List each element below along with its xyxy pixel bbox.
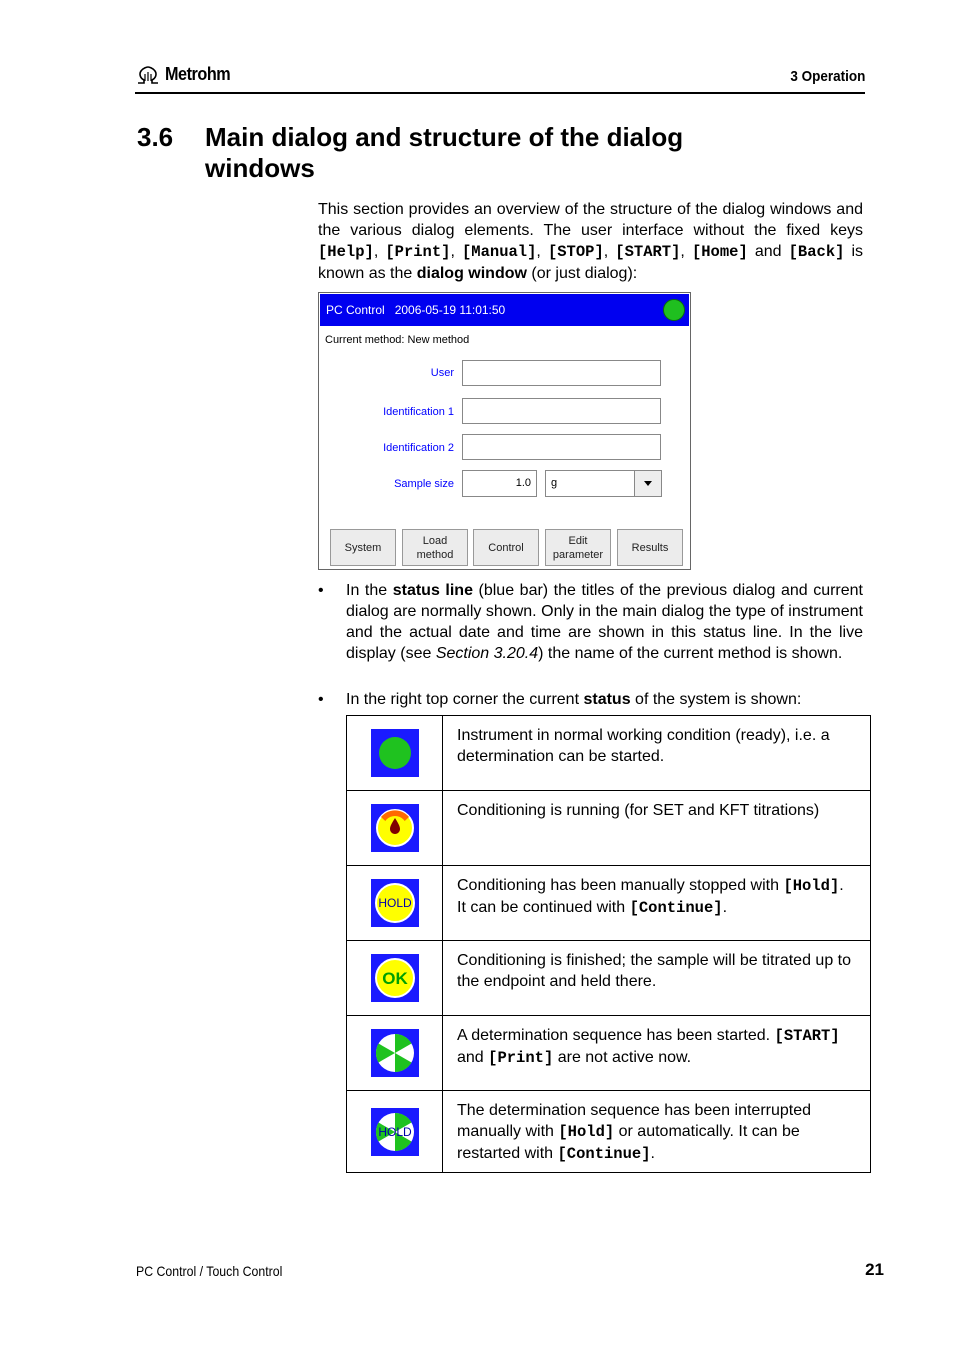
ok-icon	[371, 954, 419, 1002]
text: are not active now.	[553, 1049, 692, 1066]
load-method-label	[417, 534, 454, 562]
text: Conditioning has been manually stopped with	[457, 877, 784, 894]
running-pie-icon	[371, 1029, 419, 1077]
system-button[interactable]	[330, 529, 396, 566]
status-line	[320, 294, 689, 326]
hold-label: HOLD	[377, 896, 412, 910]
edit-label-2: parameter	[552, 548, 604, 561]
sample-size-field[interactable]: 1.0	[462, 470, 537, 497]
status-table	[346, 715, 871, 1173]
key-hold: [Hold]	[558, 1123, 615, 1141]
icon-cell	[347, 716, 443, 791]
title-line1: Main dialog and structure of the dialog	[205, 122, 684, 152]
page-number: 21	[865, 1260, 884, 1279]
sample-size-label: Sample size	[394, 478, 454, 490]
section-number: 3.6	[137, 122, 174, 152]
sep: ,	[450, 243, 462, 260]
text: and	[457, 1049, 489, 1066]
hold-icon	[371, 879, 419, 927]
control-button-label: Control	[488, 541, 524, 554]
key-stop: [STOP]	[547, 243, 604, 261]
dialog-window-screenshot	[318, 292, 691, 570]
hold-pie-icon	[371, 1108, 419, 1156]
load-label-2: method	[416, 548, 454, 561]
key-print: [Print]	[488, 1049, 554, 1067]
text: (blue bar) the titles of the previous dialog and current dialog are normally shown. Only in the main dialog the type of instrument and the actual date and time are shown in this status line. In the live display (see	[346, 582, 863, 662]
sep: ,	[603, 243, 616, 260]
dialog-window-term: dialog window	[416, 265, 527, 282]
user-field[interactable]	[462, 360, 661, 386]
bullet-status	[318, 689, 863, 710]
status-description	[443, 866, 871, 941]
datetime: 2006-05-19 11:01:50	[394, 303, 506, 317]
sep: ,	[373, 243, 386, 260]
key-hold: [Hold]	[783, 877, 840, 895]
intro-text: is known as the	[318, 243, 864, 282]
text: The determination sequence has been interrupted manually with	[457, 1102, 812, 1140]
key-start: [START]	[774, 1027, 840, 1045]
table-row	[347, 941, 871, 1016]
section-label: 3 Operation	[789, 68, 865, 85]
footer-product: PC Control / Touch Control	[136, 1263, 283, 1279]
user-label: User	[430, 367, 454, 379]
and-text: and	[747, 243, 789, 260]
status-ready-icon	[663, 299, 685, 321]
intro-text: This section provides an overview of the structure of the dialog windows and the various dialog elements. The user interface without the fixed keys	[318, 201, 863, 239]
key-manual: [Manual]	[462, 243, 537, 261]
text: of the system is shown:	[630, 691, 802, 708]
icon-cell	[347, 941, 443, 1016]
status-line-term: status line	[392, 582, 473, 599]
metrohm-logo	[135, 64, 238, 85]
intro-text: (or just dialog):	[526, 265, 638, 282]
text: ) the name of the current method is shown.	[538, 645, 843, 662]
text: .	[650, 1145, 655, 1162]
identification1-field[interactable]	[462, 398, 661, 424]
key-back: [Back]	[788, 243, 845, 261]
results-button[interactable]	[617, 529, 683, 566]
title-line2: windows	[205, 153, 315, 183]
status-description: Conditioning is finished; the sample will be titrated up to the endpoint and held there.	[443, 941, 871, 1016]
chevron-down-icon[interactable]	[634, 471, 661, 496]
identification2-label: Identification 2	[383, 442, 454, 454]
key-help: [Help]	[318, 243, 374, 261]
icon-cell	[347, 1091, 443, 1173]
bullet-text	[346, 580, 863, 664]
text: In the right top corner the current	[346, 691, 584, 708]
table-row	[347, 1091, 871, 1173]
page-header	[135, 62, 865, 94]
bullet-text	[346, 689, 863, 710]
bullet-dot: •	[318, 582, 324, 599]
intro-paragraph	[318, 199, 863, 284]
identification1-label: Identification 1	[383, 406, 454, 418]
hold-label: HOLD	[377, 1124, 412, 1139]
text: .	[722, 899, 728, 916]
identification2-field[interactable]	[462, 434, 661, 460]
load-label-1: Load	[422, 534, 448, 547]
key-home: [Home]	[691, 243, 748, 261]
text: . It can be continued with	[457, 877, 844, 916]
unit-select[interactable]	[545, 470, 662, 497]
conditioning-drop-icon	[371, 804, 419, 852]
results-button-label: Results	[631, 541, 669, 554]
instrument-name: PC Control	[326, 303, 385, 317]
status-description: Instrument in normal working condition (ready), i.e. a determination can be started.	[443, 716, 871, 791]
icon-cell	[347, 791, 443, 866]
sep: ,	[536, 243, 548, 260]
unit-value: g	[551, 477, 558, 489]
text: A determination sequence has been started.	[457, 1027, 775, 1044]
edit-label-1: Edit	[568, 534, 588, 547]
brand-name: Metrohm	[165, 64, 231, 84]
edit-parameter-button[interactable]	[545, 529, 611, 566]
table-row	[347, 716, 871, 791]
table-row	[347, 1016, 871, 1091]
ok-label: OK	[381, 969, 408, 988]
key-print: [Print]	[385, 243, 451, 261]
control-button[interactable]	[473, 529, 539, 566]
bullet-dot: •	[318, 691, 324, 708]
status-description	[443, 1091, 871, 1173]
table-row	[347, 866, 871, 941]
text: In the	[346, 582, 393, 599]
system-button-label: System	[344, 541, 382, 554]
key-continue: [Continue]	[629, 899, 723, 917]
key-continue: [Continue]	[557, 1145, 651, 1163]
status-term: status	[583, 691, 631, 708]
icon-cell	[347, 866, 443, 941]
bullet-status-line	[318, 580, 863, 664]
ready-green-circle-icon	[371, 729, 419, 777]
status-description	[443, 1016, 871, 1091]
section-ref: Section 3.20.4	[435, 645, 539, 662]
text: or automatically. It can be restarted with	[457, 1123, 800, 1162]
edit-parameter-label	[553, 534, 603, 562]
icon-cell	[347, 1016, 443, 1091]
status-description: Conditioning is running (for SET and KFT titrations)	[443, 791, 871, 866]
load-method-button[interactable]	[402, 529, 468, 566]
section-title	[137, 122, 837, 184]
sep: ,	[680, 243, 692, 260]
table-row	[347, 791, 871, 866]
current-method: Current method: New method	[325, 334, 470, 346]
key-start: [START]	[615, 243, 681, 261]
omega-logo-icon	[135, 65, 161, 85]
